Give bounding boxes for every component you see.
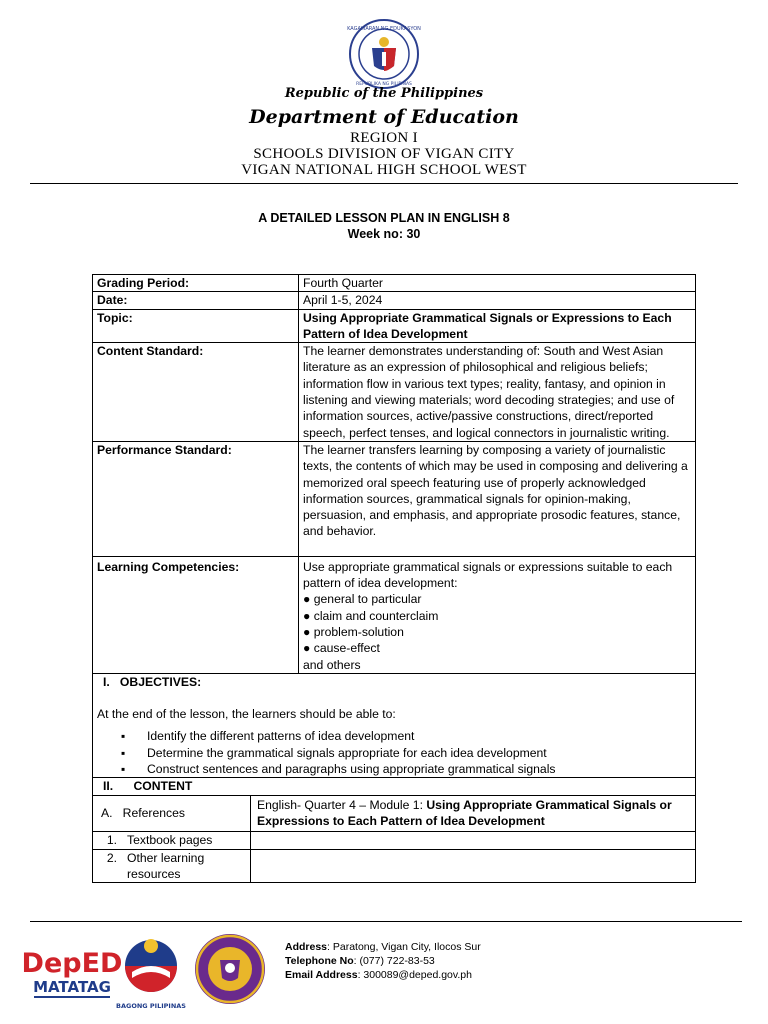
topic-label: Topic:: [93, 309, 299, 343]
table-row: [93, 292, 696, 309]
content-standard-label: Content Standard:: [93, 343, 299, 442]
textbook-pages-value: [251, 832, 696, 849]
table-row: [93, 275, 696, 292]
objective-item: ▪ Determine the grammatical signals appropriate for each idea development: [121, 745, 691, 761]
competency-line: and others: [303, 657, 361, 672]
performance-standard-value: The learner transfers learning by composing a variety of journalistic texts, the contents of which may be used in composing and delivering a memorized oral speech featuring use of properly acknowledged information sources, grammatical signals for opinion-making, persuasion, and emphasis, and appropriate prosodic features, stance, and behavior.: [299, 441, 696, 556]
deped-logo-text: DepED: [21, 948, 123, 979]
learning-competencies-value: [299, 556, 696, 673]
region-heading: REGION I: [350, 130, 418, 146]
competency-item: ● cause-effect: [303, 641, 380, 656]
deped-matatag-logo: [21, 938, 123, 1010]
content-heading: II. CONTENT: [93, 778, 696, 795]
references-module-title: Using Appropriate Grammatical Signals or Expressions to Each Pattern of Idea Development: [257, 797, 672, 828]
references-label: A. References: [93, 796, 251, 832]
table-row: [93, 309, 696, 343]
objective-item: ▪ Construct sentences and paragraphs using appropriate grammatical signals: [121, 761, 691, 777]
topic-value: Using Appropriate Grammatical Signals or Expressions to Each Pattern of Idea Development: [299, 309, 696, 343]
learning-competencies-label: Learning Competencies:: [93, 556, 299, 673]
content-standard-value: The learner demonstrates understanding of: South and West Asian literature as an expression of philosophical and religious beliefs; information flow in various text types; reality, fantasy, and opinion in listening and viewing materials; word decoding strategies; and use of information sources, active/passive constructions, direct/reported speech, perfect tenses, and logical connectors in journalistic writing.: [299, 343, 696, 442]
references-prefix: English- Quarter 4 – Module 1:: [257, 797, 427, 812]
table-row: [93, 556, 696, 673]
other-resources-label: 2. Other learning resources: [93, 849, 251, 882]
bagong-pilipinas-logo: [116, 932, 186, 1014]
date-label: Date:: [93, 292, 299, 309]
grading-period-value: Fourth Quarter: [299, 275, 696, 292]
address-value: : Paratong, Vigan City, Ilocos Sur: [327, 941, 481, 953]
competency-line: Use appropriate grammatical signals or expressions suitable to each: [303, 559, 673, 574]
date-value: April 1-5, 2024: [299, 292, 696, 309]
matatag-logo-text: MATATAG: [33, 978, 111, 996]
phone-value: : (077) 722-83-53: [353, 955, 435, 967]
seal-top-text: KAGAWARAN NG EDUKASYON: [347, 26, 421, 32]
republic-heading: Republic of the Philippines: [284, 86, 484, 101]
deped-seal-logo: [348, 18, 420, 90]
competency-line: pattern of idea development:: [303, 576, 458, 591]
header-divider: [30, 183, 738, 184]
table-row: [93, 441, 696, 556]
bagong-pilipinas-text: BAGONG PILIPINAS: [116, 1002, 186, 1010]
week-number: Week no: 30: [347, 227, 421, 241]
email-label: Email Address: [285, 969, 358, 981]
table-row: [93, 778, 696, 795]
table-row: [93, 343, 696, 442]
competency-item: ● problem-solution: [303, 624, 404, 639]
objectives-section: [93, 673, 696, 777]
school-heading: VIGAN NATIONAL HIGH SCHOOL WEST: [241, 162, 527, 178]
division-heading: SCHOOLS DIVISION OF VIGAN CITY: [253, 146, 515, 162]
email-value: : 300089@deped.gov.ph: [357, 969, 472, 981]
performance-standard-label: Performance Standard:: [93, 441, 299, 556]
table-row: [93, 673, 696, 777]
contact-info: [285, 940, 481, 982]
lesson-plan-table: [92, 274, 696, 883]
school-seal-logo: [193, 932, 267, 1006]
objectives-intro: At the end of the lesson, the learners should be able to:: [97, 707, 396, 722]
objective-item: ▪ Identify the different patterns of idea development: [121, 728, 691, 744]
footer-divider: [30, 921, 742, 922]
other-resources-value: [251, 849, 696, 882]
table-row: [93, 795, 696, 882]
seal-bottom-text: REPUBLIKA NG PILIPINAS: [356, 82, 412, 87]
competency-item: ● claim and counterclaim: [303, 608, 439, 623]
competency-item: ● general to particular: [303, 592, 422, 607]
textbook-pages-label: 1. Textbook pages: [93, 832, 251, 849]
lesson-plan-title: A DETAILED LESSON PLAN IN ENGLISH 8: [258, 211, 510, 225]
department-heading: Department of Education: [249, 106, 519, 128]
objectives-heading: I. OBJECTIVES:: [103, 674, 202, 689]
grading-period-label: Grading Period:: [93, 275, 299, 292]
address-label: Address: [285, 941, 328, 953]
phone-label: Telephone No: [285, 955, 354, 967]
references-value: [251, 796, 696, 832]
